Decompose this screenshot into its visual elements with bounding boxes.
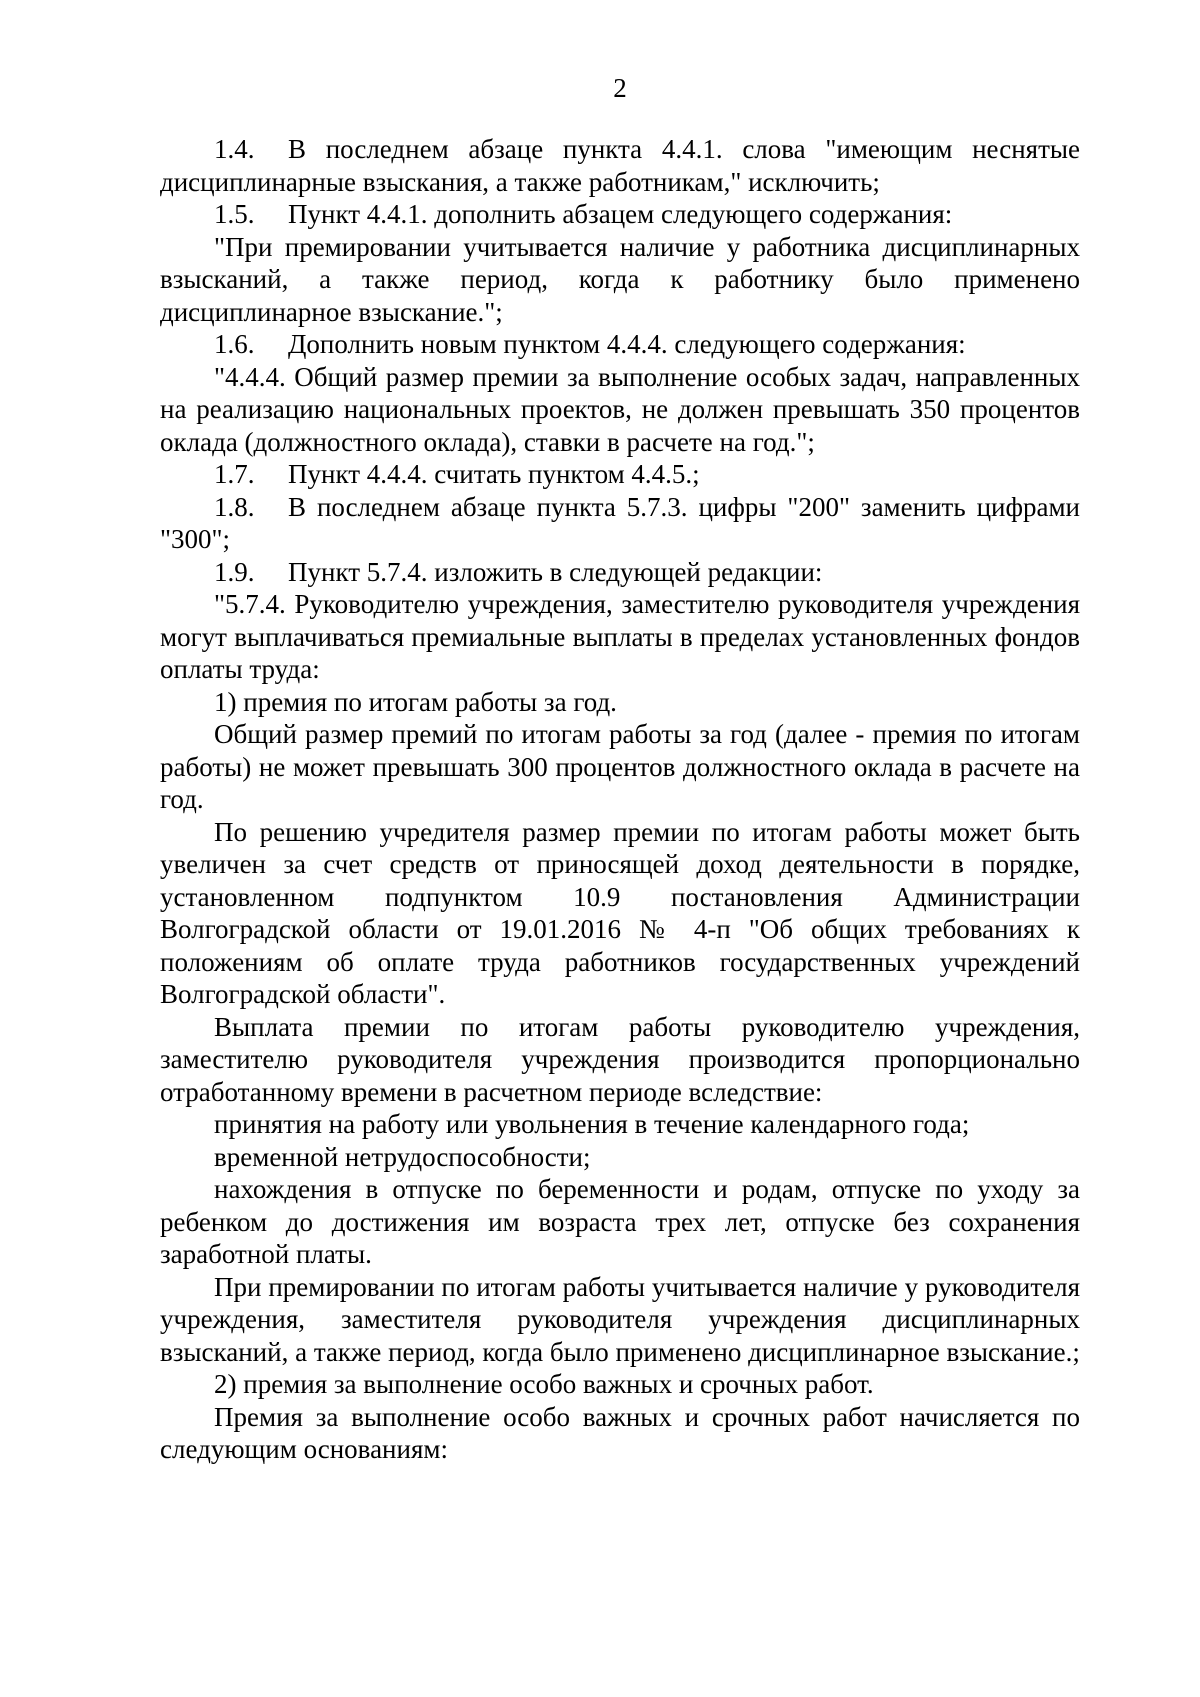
paragraph-list-item-hiring: принятия на работу или увольнения в течение календарного года; (214, 1109, 970, 1139)
paragraph-bonus-urgent: 2) премия за выполнение особо важных и срочных работ. (214, 1369, 874, 1399)
paragraph-text: В последнем абзаце пункта 4.4.1. слова "имеющим неснятые дисциплинарные взыскания, а также работникам," исключить; (160, 134, 1080, 197)
paragraph-text: Пункт 4.4.1. дополнить абзацем следующего содержания: (288, 199, 953, 229)
paragraph-bonus-grounds: Премия за выполнение особо важных и срочных работ начисляется по следующим основаниям: (160, 1401, 1080, 1464)
paragraph-1-8 (160, 491, 1080, 556)
clause-number: 1.4. (214, 134, 255, 164)
clause-number: 1.9. (214, 556, 255, 587)
paragraph-text: В последнем абзаце пункта 5.7.3. цифры "200" заменить цифрами "300"; (160, 491, 1080, 554)
page-number: 2 (613, 73, 627, 103)
paragraph-quote-4-4-4: "4.4.4. Общий размер премии за выполнение особых задач, направленных на реализацию национальных проектов, не должен превышать 350 процентов оклада (должностного оклада), ставки в расчете на год."; (160, 361, 1080, 457)
paragraph-list-item-disability: временной нетрудоспособности; (214, 1141, 591, 1172)
paragraph-text: Дополнить новым пунктом 4.4.4. следующего содержания: (288, 329, 966, 359)
paragraph-bonus-size: Общий размер премий по итогам работы за год (далее - премия по итогам работы) не может превышать 300 процентов должностного оклада в расчете на год. (160, 719, 1080, 814)
paragraph-text: Пункт 4.4.4. считать пунктом 4.4.5.; (288, 459, 700, 489)
paragraph-1-7 (160, 458, 1080, 491)
paragraph-text: Пункт 5.7.4. изложить в следующей редакции: (288, 556, 823, 587)
paragraph-bonus-payment: Выплата премии по итогам работы руководителю учреждения, заместителю руководителя учреждения производится пропорционально отработанному времени в расчетном периоде вследствие: (160, 1011, 1080, 1107)
paragraph-founder-decision: По решению учредителя размер премии по итогам работы может быть увеличен за счет средств от приносящей доход деятельности в порядке, установленном подпунктом 10.9 постановления Администрации Волгоградской области от 19.01.2016 № 4-п "Об общих требованиях к положениям об оплате труда работников государственных учреждений Волгоградской области". (160, 816, 1080, 1009)
paragraph-list-item-leave: нахождения в отпуске по беременности и родам, отпуске по уходу за ребенком до достижения им возраста трех лет, отпуске без сохранения заработной платы. (160, 1174, 1080, 1269)
paragraph-quote-4-4-1: "При премировании учитывается наличие у работника дисциплинарных взысканий, а также период, когда к работнику было применено дисциплинарное взыскание."; (160, 231, 1080, 327)
document-body (160, 133, 1080, 1466)
clause-number: 1.6. (214, 329, 255, 359)
paragraph-1-5 (160, 198, 1080, 231)
paragraph-bonus-year: 1) премия по итогам работы за год. (214, 686, 617, 717)
clause-number: 1.5. (214, 199, 255, 229)
clause-number: 1.7. (214, 459, 255, 489)
paragraph-disciplinary: При премировании по итогам работы учитывается наличие у руководителя учреждения, заместителя руководителя учреждения дисциплинарных взысканий, а также период, когда было применено дисциплинарное взыскание.; (160, 1271, 1080, 1367)
paragraph-1-6 (160, 328, 1080, 361)
paragraph-1-4 (160, 133, 1080, 198)
clause-number: 1.8. (214, 491, 255, 522)
paragraph-1-9 (160, 556, 1080, 589)
paragraph-quote-5-7-4: "5.7.4. Руководителю учреждения, заместителю руководителя учреждения могут выплачиваться премиальные выплаты в пределах установленных фондов оплаты труда: (160, 589, 1080, 684)
